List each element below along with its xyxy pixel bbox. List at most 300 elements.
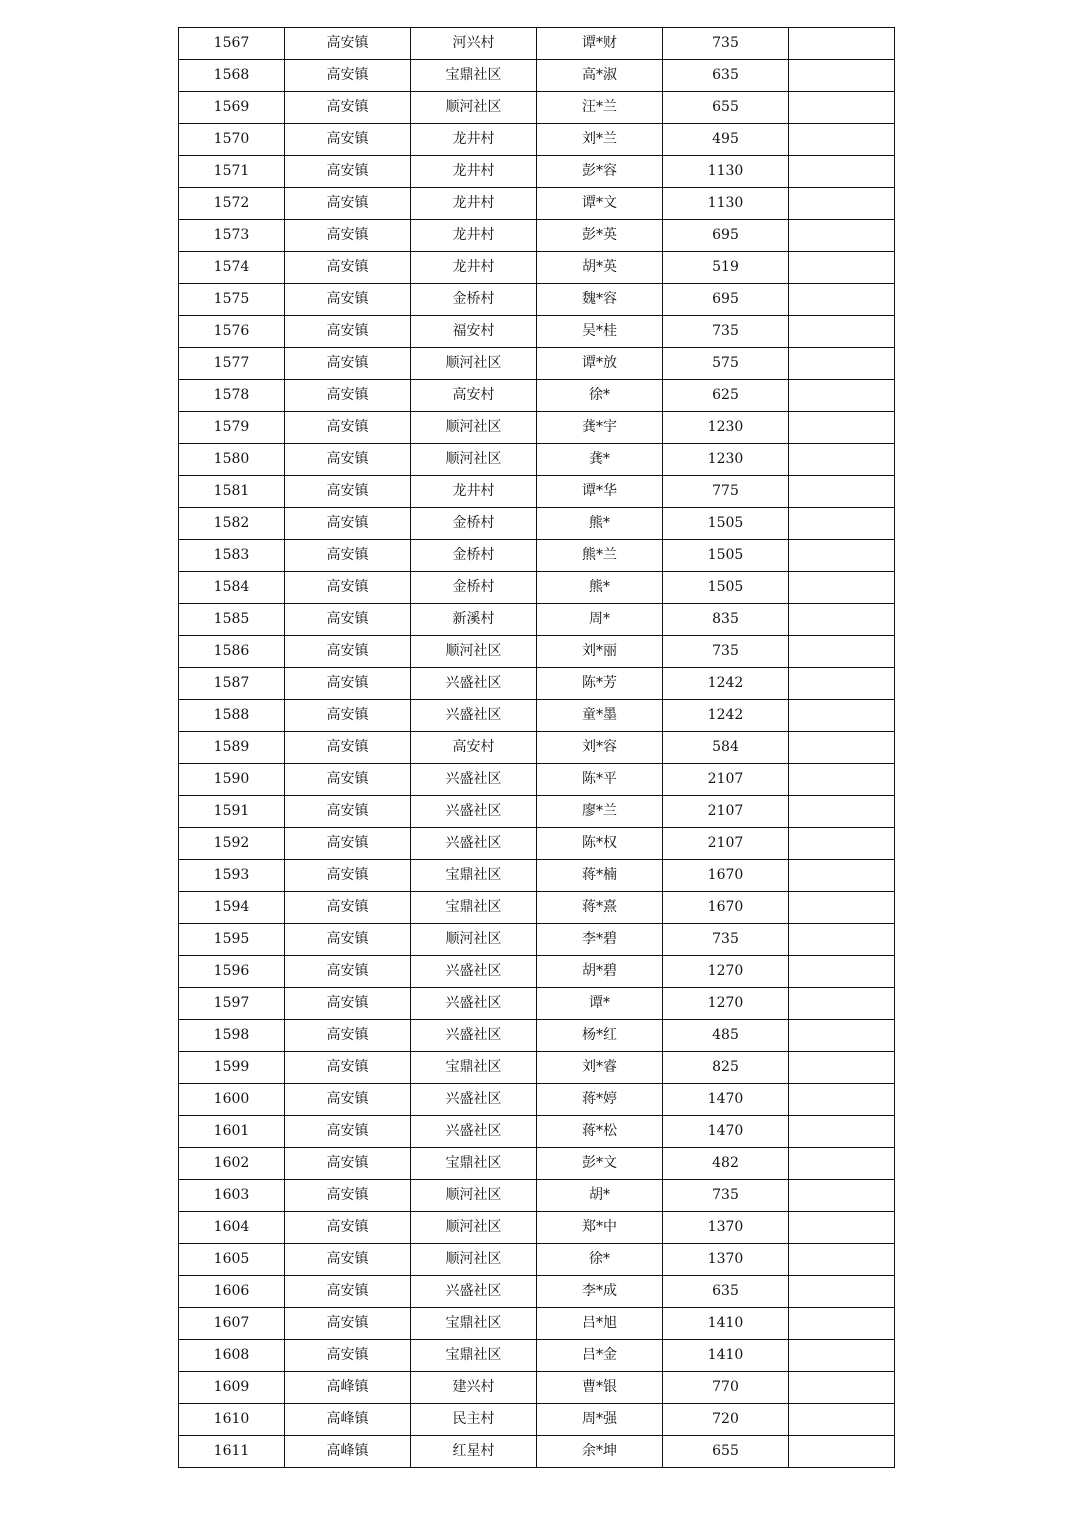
village-cell: 兴盛社区 bbox=[411, 764, 537, 796]
village-cell: 顺河社区 bbox=[411, 92, 537, 124]
name-cell: 蒋*楠 bbox=[537, 860, 663, 892]
row-number-cell: 1608 bbox=[179, 1340, 285, 1372]
table-row bbox=[179, 316, 895, 348]
table-row bbox=[179, 1404, 895, 1436]
name-cell: 陈*权 bbox=[537, 828, 663, 860]
note-cell bbox=[789, 124, 895, 156]
table-row bbox=[179, 380, 895, 412]
amount-cell: 1470 bbox=[663, 1116, 789, 1148]
row-number-cell: 1578 bbox=[179, 380, 285, 412]
row-number-cell: 1567 bbox=[179, 28, 285, 60]
amount-cell: 735 bbox=[663, 924, 789, 956]
amount-cell: 720 bbox=[663, 1404, 789, 1436]
row-number-cell: 1570 bbox=[179, 124, 285, 156]
table-row bbox=[179, 156, 895, 188]
village-cell: 兴盛社区 bbox=[411, 1276, 537, 1308]
table-row bbox=[179, 732, 895, 764]
amount-cell: 655 bbox=[663, 1436, 789, 1468]
town-cell: 高安镇 bbox=[285, 828, 411, 860]
name-cell: 彭*文 bbox=[537, 1148, 663, 1180]
town-cell: 高安镇 bbox=[285, 284, 411, 316]
row-number-cell: 1576 bbox=[179, 316, 285, 348]
row-number-cell: 1602 bbox=[179, 1148, 285, 1180]
note-cell bbox=[789, 860, 895, 892]
table-row bbox=[179, 188, 895, 220]
town-cell: 高安镇 bbox=[285, 1308, 411, 1340]
amount-cell: 1505 bbox=[663, 508, 789, 540]
town-cell: 高安镇 bbox=[285, 1340, 411, 1372]
note-cell bbox=[789, 764, 895, 796]
table-row bbox=[179, 124, 895, 156]
name-cell: 陈*芳 bbox=[537, 668, 663, 700]
note-cell bbox=[789, 956, 895, 988]
table-row bbox=[179, 604, 895, 636]
note-cell bbox=[789, 1308, 895, 1340]
town-cell: 高安镇 bbox=[285, 252, 411, 284]
amount-cell: 1270 bbox=[663, 988, 789, 1020]
amount-cell: 770 bbox=[663, 1372, 789, 1404]
town-cell: 高安镇 bbox=[285, 412, 411, 444]
town-cell: 高安镇 bbox=[285, 636, 411, 668]
table-row bbox=[179, 1244, 895, 1276]
amount-cell: 625 bbox=[663, 380, 789, 412]
village-cell: 宝鼎社区 bbox=[411, 860, 537, 892]
name-cell: 谭*文 bbox=[537, 188, 663, 220]
name-cell: 余*坤 bbox=[537, 1436, 663, 1468]
amount-cell: 1230 bbox=[663, 412, 789, 444]
amount-cell: 1242 bbox=[663, 668, 789, 700]
name-cell: 周* bbox=[537, 604, 663, 636]
town-cell: 高安镇 bbox=[285, 1116, 411, 1148]
note-cell bbox=[789, 796, 895, 828]
row-number-cell: 1582 bbox=[179, 508, 285, 540]
row-number-cell: 1589 bbox=[179, 732, 285, 764]
village-cell: 民主村 bbox=[411, 1404, 537, 1436]
note-cell bbox=[789, 572, 895, 604]
note-cell bbox=[789, 1276, 895, 1308]
note-cell bbox=[789, 380, 895, 412]
table-row bbox=[179, 828, 895, 860]
table-row bbox=[179, 1308, 895, 1340]
row-number-cell: 1603 bbox=[179, 1180, 285, 1212]
note-cell bbox=[789, 508, 895, 540]
table-row bbox=[179, 1436, 895, 1468]
name-cell: 龚* bbox=[537, 444, 663, 476]
town-cell: 高安镇 bbox=[285, 1052, 411, 1084]
village-cell: 福安村 bbox=[411, 316, 537, 348]
name-cell: 童*墨 bbox=[537, 700, 663, 732]
town-cell: 高安镇 bbox=[285, 1084, 411, 1116]
note-cell bbox=[789, 92, 895, 124]
amount-cell: 735 bbox=[663, 316, 789, 348]
amount-cell: 2107 bbox=[663, 764, 789, 796]
note-cell bbox=[789, 220, 895, 252]
village-cell: 金桥村 bbox=[411, 284, 537, 316]
town-cell: 高安镇 bbox=[285, 1148, 411, 1180]
town-cell: 高安镇 bbox=[285, 700, 411, 732]
table-row bbox=[179, 1148, 895, 1180]
town-cell: 高峰镇 bbox=[285, 1404, 411, 1436]
row-number-cell: 1591 bbox=[179, 796, 285, 828]
name-cell: 魏*容 bbox=[537, 284, 663, 316]
table-row bbox=[179, 636, 895, 668]
town-cell: 高安镇 bbox=[285, 604, 411, 636]
table-row bbox=[179, 1116, 895, 1148]
table-row bbox=[179, 28, 895, 60]
row-number-cell: 1595 bbox=[179, 924, 285, 956]
note-cell bbox=[789, 1148, 895, 1180]
records-table-body bbox=[179, 28, 895, 1468]
table-row bbox=[179, 508, 895, 540]
amount-cell: 1130 bbox=[663, 188, 789, 220]
village-cell: 龙井村 bbox=[411, 252, 537, 284]
village-cell: 宝鼎社区 bbox=[411, 1340, 537, 1372]
amount-cell: 635 bbox=[663, 1276, 789, 1308]
note-cell bbox=[789, 1020, 895, 1052]
row-number-cell: 1573 bbox=[179, 220, 285, 252]
name-cell: 刘*容 bbox=[537, 732, 663, 764]
name-cell: 谭*放 bbox=[537, 348, 663, 380]
row-number-cell: 1611 bbox=[179, 1436, 285, 1468]
row-number-cell: 1580 bbox=[179, 444, 285, 476]
note-cell bbox=[789, 476, 895, 508]
name-cell: 熊*兰 bbox=[537, 540, 663, 572]
amount-cell: 1242 bbox=[663, 700, 789, 732]
name-cell: 谭* bbox=[537, 988, 663, 1020]
village-cell: 龙井村 bbox=[411, 188, 537, 220]
name-cell: 吕*旭 bbox=[537, 1308, 663, 1340]
name-cell: 谭*财 bbox=[537, 28, 663, 60]
village-cell: 高安村 bbox=[411, 380, 537, 412]
amount-cell: 1505 bbox=[663, 540, 789, 572]
village-cell: 顺河社区 bbox=[411, 1244, 537, 1276]
table-row bbox=[179, 348, 895, 380]
table-row bbox=[179, 764, 895, 796]
village-cell: 宝鼎社区 bbox=[411, 60, 537, 92]
name-cell: 廖*兰 bbox=[537, 796, 663, 828]
amount-cell: 695 bbox=[663, 220, 789, 252]
table-row bbox=[179, 476, 895, 508]
note-cell bbox=[789, 668, 895, 700]
note-cell bbox=[789, 188, 895, 220]
village-cell: 顺河社区 bbox=[411, 412, 537, 444]
town-cell: 高安镇 bbox=[285, 540, 411, 572]
village-cell: 金桥村 bbox=[411, 572, 537, 604]
village-cell: 龙井村 bbox=[411, 476, 537, 508]
town-cell: 高安镇 bbox=[285, 348, 411, 380]
amount-cell: 735 bbox=[663, 1180, 789, 1212]
name-cell: 陈*平 bbox=[537, 764, 663, 796]
table-row bbox=[179, 444, 895, 476]
name-cell: 李*碧 bbox=[537, 924, 663, 956]
village-cell: 高安村 bbox=[411, 732, 537, 764]
town-cell: 高安镇 bbox=[285, 764, 411, 796]
note-cell bbox=[789, 1116, 895, 1148]
amount-cell: 1130 bbox=[663, 156, 789, 188]
name-cell: 龚*宇 bbox=[537, 412, 663, 444]
town-cell: 高安镇 bbox=[285, 444, 411, 476]
village-cell: 宝鼎社区 bbox=[411, 1148, 537, 1180]
name-cell: 徐* bbox=[537, 1244, 663, 1276]
row-number-cell: 1575 bbox=[179, 284, 285, 316]
town-cell: 高安镇 bbox=[285, 1212, 411, 1244]
row-number-cell: 1605 bbox=[179, 1244, 285, 1276]
note-cell bbox=[789, 924, 895, 956]
row-number-cell: 1569 bbox=[179, 92, 285, 124]
note-cell bbox=[789, 316, 895, 348]
town-cell: 高安镇 bbox=[285, 92, 411, 124]
name-cell: 郑*中 bbox=[537, 1212, 663, 1244]
village-cell: 兴盛社区 bbox=[411, 796, 537, 828]
amount-cell: 655 bbox=[663, 92, 789, 124]
village-cell: 宝鼎社区 bbox=[411, 1308, 537, 1340]
name-cell: 熊* bbox=[537, 508, 663, 540]
row-number-cell: 1577 bbox=[179, 348, 285, 380]
amount-cell: 1670 bbox=[663, 892, 789, 924]
town-cell: 高安镇 bbox=[285, 1180, 411, 1212]
amount-cell: 835 bbox=[663, 604, 789, 636]
note-cell bbox=[789, 892, 895, 924]
name-cell: 彭*英 bbox=[537, 220, 663, 252]
note-cell bbox=[789, 604, 895, 636]
row-number-cell: 1598 bbox=[179, 1020, 285, 1052]
note-cell bbox=[789, 412, 895, 444]
table-row bbox=[179, 1276, 895, 1308]
amount-cell: 735 bbox=[663, 28, 789, 60]
name-cell: 李*成 bbox=[537, 1276, 663, 1308]
amount-cell: 2107 bbox=[663, 796, 789, 828]
village-cell: 兴盛社区 bbox=[411, 1084, 537, 1116]
name-cell: 周*强 bbox=[537, 1404, 663, 1436]
note-cell bbox=[789, 988, 895, 1020]
amount-cell: 1270 bbox=[663, 956, 789, 988]
row-number-cell: 1604 bbox=[179, 1212, 285, 1244]
village-cell: 兴盛社区 bbox=[411, 956, 537, 988]
town-cell: 高安镇 bbox=[285, 1244, 411, 1276]
town-cell: 高安镇 bbox=[285, 316, 411, 348]
village-cell: 龙井村 bbox=[411, 220, 537, 252]
note-cell bbox=[789, 252, 895, 284]
row-number-cell: 1609 bbox=[179, 1372, 285, 1404]
name-cell: 蒋*熹 bbox=[537, 892, 663, 924]
row-number-cell: 1581 bbox=[179, 476, 285, 508]
name-cell: 彭*容 bbox=[537, 156, 663, 188]
row-number-cell: 1588 bbox=[179, 700, 285, 732]
note-cell bbox=[789, 1244, 895, 1276]
town-cell: 高安镇 bbox=[285, 924, 411, 956]
records-table bbox=[178, 27, 895, 1468]
amount-cell: 775 bbox=[663, 476, 789, 508]
village-cell: 建兴村 bbox=[411, 1372, 537, 1404]
village-cell: 河兴村 bbox=[411, 28, 537, 60]
name-cell: 吴*桂 bbox=[537, 316, 663, 348]
village-cell: 龙井村 bbox=[411, 156, 537, 188]
table-row bbox=[179, 1020, 895, 1052]
town-cell: 高安镇 bbox=[285, 796, 411, 828]
row-number-cell: 1606 bbox=[179, 1276, 285, 1308]
amount-cell: 1370 bbox=[663, 1244, 789, 1276]
town-cell: 高安镇 bbox=[285, 124, 411, 156]
village-cell: 兴盛社区 bbox=[411, 1020, 537, 1052]
note-cell bbox=[789, 636, 895, 668]
name-cell: 吕*金 bbox=[537, 1340, 663, 1372]
town-cell: 高安镇 bbox=[285, 220, 411, 252]
row-number-cell: 1571 bbox=[179, 156, 285, 188]
name-cell: 胡*英 bbox=[537, 252, 663, 284]
row-number-cell: 1587 bbox=[179, 668, 285, 700]
row-number-cell: 1584 bbox=[179, 572, 285, 604]
town-cell: 高安镇 bbox=[285, 188, 411, 220]
table-row bbox=[179, 956, 895, 988]
table-row bbox=[179, 1340, 895, 1372]
town-cell: 高安镇 bbox=[285, 380, 411, 412]
name-cell: 曹*银 bbox=[537, 1372, 663, 1404]
table-row bbox=[179, 892, 895, 924]
table-row bbox=[179, 988, 895, 1020]
name-cell: 胡*碧 bbox=[537, 956, 663, 988]
amount-cell: 1230 bbox=[663, 444, 789, 476]
amount-cell: 635 bbox=[663, 60, 789, 92]
note-cell bbox=[789, 156, 895, 188]
name-cell: 杨*红 bbox=[537, 1020, 663, 1052]
table-row bbox=[179, 540, 895, 572]
note-cell bbox=[789, 1372, 895, 1404]
village-cell: 金桥村 bbox=[411, 540, 537, 572]
town-cell: 高安镇 bbox=[285, 60, 411, 92]
row-number-cell: 1597 bbox=[179, 988, 285, 1020]
name-cell: 熊* bbox=[537, 572, 663, 604]
table-row bbox=[179, 92, 895, 124]
amount-cell: 482 bbox=[663, 1148, 789, 1180]
village-cell: 兴盛社区 bbox=[411, 988, 537, 1020]
row-number-cell: 1568 bbox=[179, 60, 285, 92]
town-cell: 高安镇 bbox=[285, 156, 411, 188]
town-cell: 高安镇 bbox=[285, 508, 411, 540]
village-cell: 顺河社区 bbox=[411, 1212, 537, 1244]
amount-cell: 485 bbox=[663, 1020, 789, 1052]
amount-cell: 825 bbox=[663, 1052, 789, 1084]
name-cell: 汪*兰 bbox=[537, 92, 663, 124]
amount-cell: 1410 bbox=[663, 1340, 789, 1372]
row-number-cell: 1610 bbox=[179, 1404, 285, 1436]
village-cell: 兴盛社区 bbox=[411, 828, 537, 860]
amount-cell: 735 bbox=[663, 636, 789, 668]
note-cell bbox=[789, 1436, 895, 1468]
table-row bbox=[179, 252, 895, 284]
amount-cell: 1505 bbox=[663, 572, 789, 604]
table-row bbox=[179, 1084, 895, 1116]
village-cell: 金桥村 bbox=[411, 508, 537, 540]
note-cell bbox=[789, 1212, 895, 1244]
name-cell: 刘*丽 bbox=[537, 636, 663, 668]
table-row bbox=[179, 700, 895, 732]
row-number-cell: 1574 bbox=[179, 252, 285, 284]
village-cell: 宝鼎社区 bbox=[411, 892, 537, 924]
row-number-cell: 1600 bbox=[179, 1084, 285, 1116]
row-number-cell: 1599 bbox=[179, 1052, 285, 1084]
village-cell: 红星村 bbox=[411, 1436, 537, 1468]
town-cell: 高安镇 bbox=[285, 1276, 411, 1308]
row-number-cell: 1579 bbox=[179, 412, 285, 444]
row-number-cell: 1586 bbox=[179, 636, 285, 668]
name-cell: 徐* bbox=[537, 380, 663, 412]
note-cell bbox=[789, 1052, 895, 1084]
note-cell bbox=[789, 1084, 895, 1116]
village-cell: 兴盛社区 bbox=[411, 668, 537, 700]
village-cell: 顺河社区 bbox=[411, 348, 537, 380]
note-cell bbox=[789, 828, 895, 860]
name-cell: 高*淑 bbox=[537, 60, 663, 92]
name-cell: 刘*兰 bbox=[537, 124, 663, 156]
village-cell: 兴盛社区 bbox=[411, 1116, 537, 1148]
table-row bbox=[179, 668, 895, 700]
town-cell: 高峰镇 bbox=[285, 1436, 411, 1468]
table-row bbox=[179, 412, 895, 444]
row-number-cell: 1572 bbox=[179, 188, 285, 220]
note-cell bbox=[789, 284, 895, 316]
amount-cell: 495 bbox=[663, 124, 789, 156]
village-cell: 新溪村 bbox=[411, 604, 537, 636]
amount-cell: 1670 bbox=[663, 860, 789, 892]
name-cell: 刘*睿 bbox=[537, 1052, 663, 1084]
village-cell: 顺河社区 bbox=[411, 444, 537, 476]
village-cell: 兴盛社区 bbox=[411, 700, 537, 732]
town-cell: 高安镇 bbox=[285, 28, 411, 60]
amount-cell: 1470 bbox=[663, 1084, 789, 1116]
town-cell: 高安镇 bbox=[285, 572, 411, 604]
table-row bbox=[179, 924, 895, 956]
note-cell bbox=[789, 540, 895, 572]
amount-cell: 2107 bbox=[663, 828, 789, 860]
note-cell bbox=[789, 28, 895, 60]
note-cell bbox=[789, 1404, 895, 1436]
table-row bbox=[179, 1052, 895, 1084]
village-cell: 顺河社区 bbox=[411, 636, 537, 668]
amount-cell: 1370 bbox=[663, 1212, 789, 1244]
row-number-cell: 1594 bbox=[179, 892, 285, 924]
note-cell bbox=[789, 700, 895, 732]
village-cell: 宝鼎社区 bbox=[411, 1052, 537, 1084]
table-row bbox=[179, 60, 895, 92]
row-number-cell: 1583 bbox=[179, 540, 285, 572]
name-cell: 谭*华 bbox=[537, 476, 663, 508]
table-row bbox=[179, 860, 895, 892]
note-cell bbox=[789, 732, 895, 764]
table-row bbox=[179, 1372, 895, 1404]
village-cell: 顺河社区 bbox=[411, 1180, 537, 1212]
row-number-cell: 1593 bbox=[179, 860, 285, 892]
note-cell bbox=[789, 1180, 895, 1212]
town-cell: 高安镇 bbox=[285, 860, 411, 892]
note-cell bbox=[789, 348, 895, 380]
amount-cell: 575 bbox=[663, 348, 789, 380]
town-cell: 高安镇 bbox=[285, 476, 411, 508]
village-cell: 顺河社区 bbox=[411, 924, 537, 956]
amount-cell: 584 bbox=[663, 732, 789, 764]
name-cell: 胡* bbox=[537, 1180, 663, 1212]
town-cell: 高安镇 bbox=[285, 668, 411, 700]
amount-cell: 1410 bbox=[663, 1308, 789, 1340]
row-number-cell: 1601 bbox=[179, 1116, 285, 1148]
town-cell: 高安镇 bbox=[285, 988, 411, 1020]
row-number-cell: 1592 bbox=[179, 828, 285, 860]
town-cell: 高安镇 bbox=[285, 1020, 411, 1052]
table-row bbox=[179, 572, 895, 604]
amount-cell: 695 bbox=[663, 284, 789, 316]
town-cell: 高峰镇 bbox=[285, 1372, 411, 1404]
town-cell: 高安镇 bbox=[285, 892, 411, 924]
note-cell bbox=[789, 444, 895, 476]
